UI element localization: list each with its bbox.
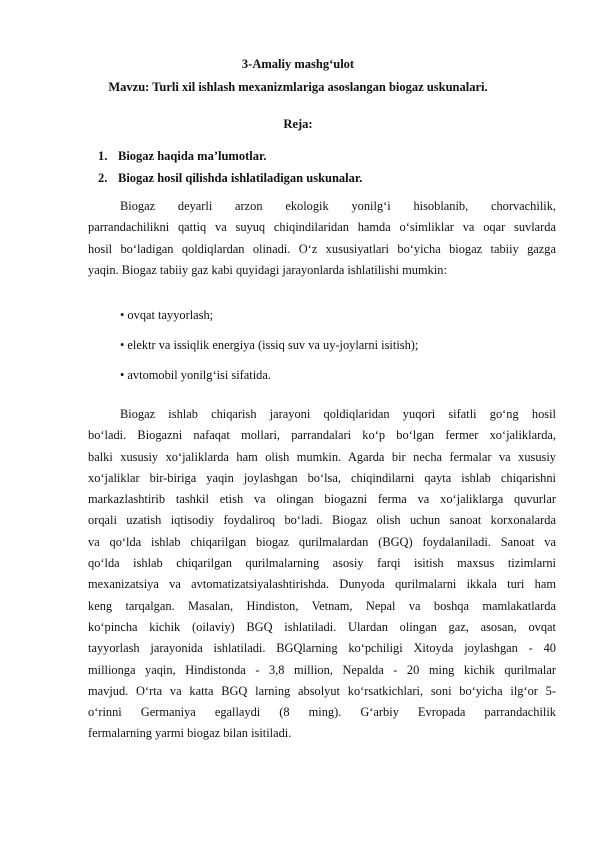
bullet-item: • ovqat tayyorlash; — [120, 308, 214, 322]
plan-item — [98, 171, 362, 186]
plan-item — [98, 149, 267, 164]
text-line: parrandachilikni qattiq va suyuq chiqindilaridan hamda o‘simliklar va oqar suvlarda — [88, 220, 556, 235]
text-line: mexanizatsiya va avtomatizatsiyalashtirishda. Dunyoda qurilmalarni ikkala turi ham — [88, 577, 556, 592]
text-line: bo‘ladi. Biogazni nafaqat mollari, parrandalari ko‘p bo‘lgan fermer xo‘jaliklarda, — [88, 428, 556, 443]
text-line: markazlashtirib tashkil etish va olingan biogazni ferma va xo‘jaliklarga quvurlar — [88, 492, 556, 507]
text-line: hosil bo‘ladigan qoldiqlardan olinadi. O‘z xususiyatlari bo‘yicha biogaz tabiiy gazga — [88, 241, 556, 256]
usage-bullet-list — [120, 300, 418, 390]
text-line: Biogaz ishlab chiqarish jarayoni qoldiqlaridan yuqori sifatli go‘ng hosil — [120, 407, 556, 421]
plan-item-text: Biogaz hosil qilishda ishlatiladigan uskunalar. — [118, 171, 363, 185]
text-line: xo‘jaliklar bir-biriga yaqin joylashgan bo‘lsa, chiqindilarni qayta ishlab chiqarishni — [88, 470, 556, 485]
text-line: qo‘lda ishlab chiqarilgan qurilmalarning asosiy farqi isitish maxsus tizimlarni — [88, 556, 556, 571]
paragraph-intro — [88, 196, 556, 281]
text-line: o‘rinni Germaniya egallaydi (8 ming). G‘arbiy Evropada parrandachilik — [88, 705, 556, 720]
topic-title: Mavzu: Turli xil ishlash mexanizmlariga asoslangan biogaz uskunalari. — [108, 80, 488, 94]
paragraph-main — [88, 404, 556, 745]
text-line: balki xususiy xo‘jaliklarda ham olish mumkin. Agarda bir necha fermalar va xususiy — [88, 449, 556, 464]
text-line: mavjud. O‘rta va katta BGQ larning absolyut ko‘rsatkichlari, soni bo‘yicha ilg‘or 5- — [88, 683, 556, 698]
plan-item-number: 1. — [98, 149, 108, 163]
plan-item-text: Biogaz haqida ma’lumotlar. — [118, 149, 267, 163]
plan-title: Reja: — [283, 117, 313, 131]
text-line: tayyorlash jarayonida ishlatiladi. BGQlarning ko‘pchiligi Xitoyda joylashgan - 40 — [88, 641, 556, 656]
text-line: Biogaz deyarli arzon ekologik yonilg‘i hisoblanib, chorvachilik, — [120, 199, 556, 213]
bullet-item: • elektr va issiqlik energiya (issiq suv va uy-joylarni isitish); — [120, 338, 419, 352]
text-line: orqali uzatish iqtisodiy foydaliroq bo‘ladi. Biogaz olish uchun sanoat korxonalarda — [88, 513, 556, 528]
text-line: millionga yaqin, Hindistonda - 3,8 million, Nepalda - 20 ming kichik qurilmalar — [88, 662, 556, 677]
bullet-item: • avtomobil yonilg‘isi sifatida. — [120, 368, 271, 382]
exercise-title: 3-Amaliy mashg‘ulot — [241, 57, 355, 71]
text-line: yaqin. Biogaz tabiiy gaz kabi quyidagi jarayonlarda ishlatilishi mumkin: — [88, 262, 447, 277]
text-line: fermalarning yarmi biogaz bilan isitiladi. — [88, 726, 292, 741]
plan-item-number: 2. — [98, 171, 108, 185]
text-line: ko‘pincha kichik (oilaviy) BGQ ishlatiladi. Ulardan olingan gaz, asosan, ovqat — [88, 619, 556, 634]
text-line: keng tarqalgan. Masalan, Hindiston, Vetnam, Nepal va boshqa mamlakatlarda — [88, 598, 556, 613]
text-line: va qo‘lda ishlab chiqarilgan biogaz qurilmalardan (BGQ) foydalaniladi. Sanoat va — [88, 534, 556, 549]
